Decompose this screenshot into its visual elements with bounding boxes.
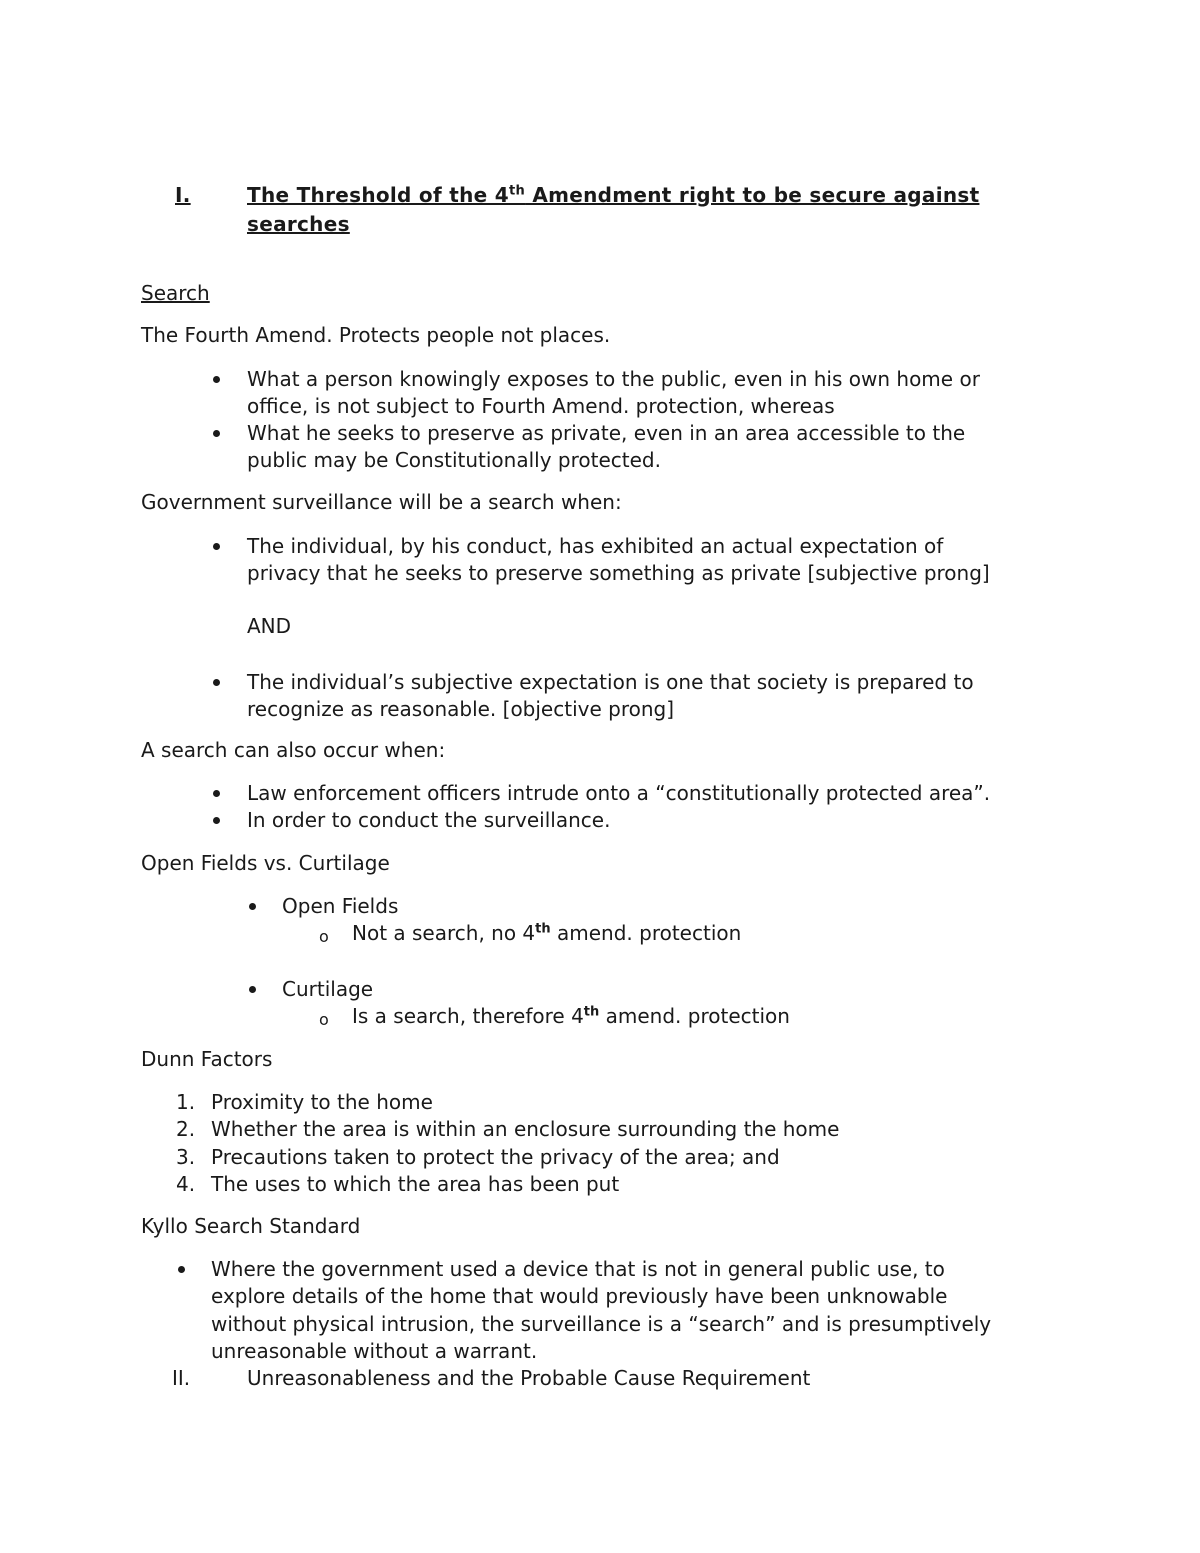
kyllo-line-4: unreasonable without a warrant.: [211, 1339, 538, 1363]
section-title-1: The Threshold of the 4th Amendment right to be secure against: [247, 183, 980, 207]
bullet-dot: [213, 817, 220, 824]
bullet-dot: [178, 1266, 185, 1273]
search-bullet-2-line2: public may be Constitutionally protected.: [247, 448, 661, 472]
bullet-dot: [213, 376, 220, 383]
dunn-heading: Dunn Factors: [141, 1047, 273, 1071]
dunn-item-3: Precautions taken to protect the privacy of the area; and: [211, 1145, 780, 1169]
section-numeral-2: II.: [172, 1366, 191, 1390]
sub-bullet-marker: o: [319, 927, 329, 946]
also-heading: A search can also occur when:: [141, 738, 446, 762]
also-bullet-1: Law enforcement officers intrude onto a “constitutionally protected area”.: [247, 781, 991, 805]
also-bullet-2: In order to conduct the surveillance.: [247, 808, 611, 832]
bullet-dot: [213, 430, 220, 437]
surveillance-bullet-2-line1: The individual’s subjective expectation is one that society is prepared to: [247, 670, 974, 694]
section-title-2: Unreasonableness and the Probable Cause Requirement: [247, 1366, 811, 1390]
and-connector: AND: [247, 614, 292, 638]
kyllo-line-3: without physical intrusion, the surveillance is a “search” and is presumptively: [211, 1312, 992, 1336]
bullet-dot: [213, 679, 220, 686]
dunn-item-2: Whether the area is within an enclosure surrounding the home: [211, 1117, 840, 1141]
search-bullet-2-line1: What he seeks to preserve as private, even in an area accessible to the: [247, 421, 966, 445]
kyllo-line-2: explore details of the home that would previously have been unknowable: [211, 1284, 948, 1308]
list-number: 2.: [176, 1117, 196, 1141]
open-fields-label: Open Fields: [282, 894, 399, 918]
kyllo-line-1: Where the government used a device that is not in general public use, to: [211, 1257, 945, 1281]
open-fields-sub: Not a search, no 4th amend. protection: [352, 921, 742, 945]
list-number: 3.: [176, 1145, 196, 1169]
list-number: 4.: [176, 1172, 196, 1196]
search-heading: Search: [141, 281, 210, 305]
bullet-dot: [249, 986, 256, 993]
search-intro: The Fourth Amend. Protects people not places.: [141, 323, 611, 347]
search-bullet-1-line2: office, is not subject to Fourth Amend. protection, whereas: [247, 394, 835, 418]
list-number: 1.: [176, 1090, 196, 1114]
dunn-item-4: The uses to which the area has been put: [211, 1172, 620, 1196]
surveillance-bullet-1-line2: privacy that he seeks to preserve something as private [subjective prong]: [247, 561, 990, 585]
surveillance-heading: Government surveillance will be a search when:: [141, 490, 622, 514]
bullet-dot: [213, 543, 220, 550]
curtilage-label: Curtilage: [282, 977, 374, 1001]
kyllo-heading: Kyllo Search Standard: [141, 1214, 361, 1238]
curtilage-sub: Is a search, therefore 4th amend. protection: [352, 1004, 790, 1028]
section-numeral-1: I.: [175, 183, 191, 207]
surveillance-bullet-1-line1: The individual, by his conduct, has exhibited an actual expectation of: [247, 534, 944, 558]
bullet-dot: [213, 790, 220, 797]
search-bullet-1-line1: What a person knowingly exposes to the public, even in his own home or: [247, 367, 980, 391]
dunn-item-1: Proximity to the home: [211, 1090, 433, 1114]
fields-heading: Open Fields vs. Curtilage: [141, 851, 390, 875]
section-title-1-line2: searches: [247, 212, 350, 236]
sub-bullet-marker: o: [319, 1010, 329, 1029]
bullet-dot: [249, 903, 256, 910]
surveillance-bullet-2-line2: recognize as reasonable. [objective prong]: [247, 697, 675, 721]
